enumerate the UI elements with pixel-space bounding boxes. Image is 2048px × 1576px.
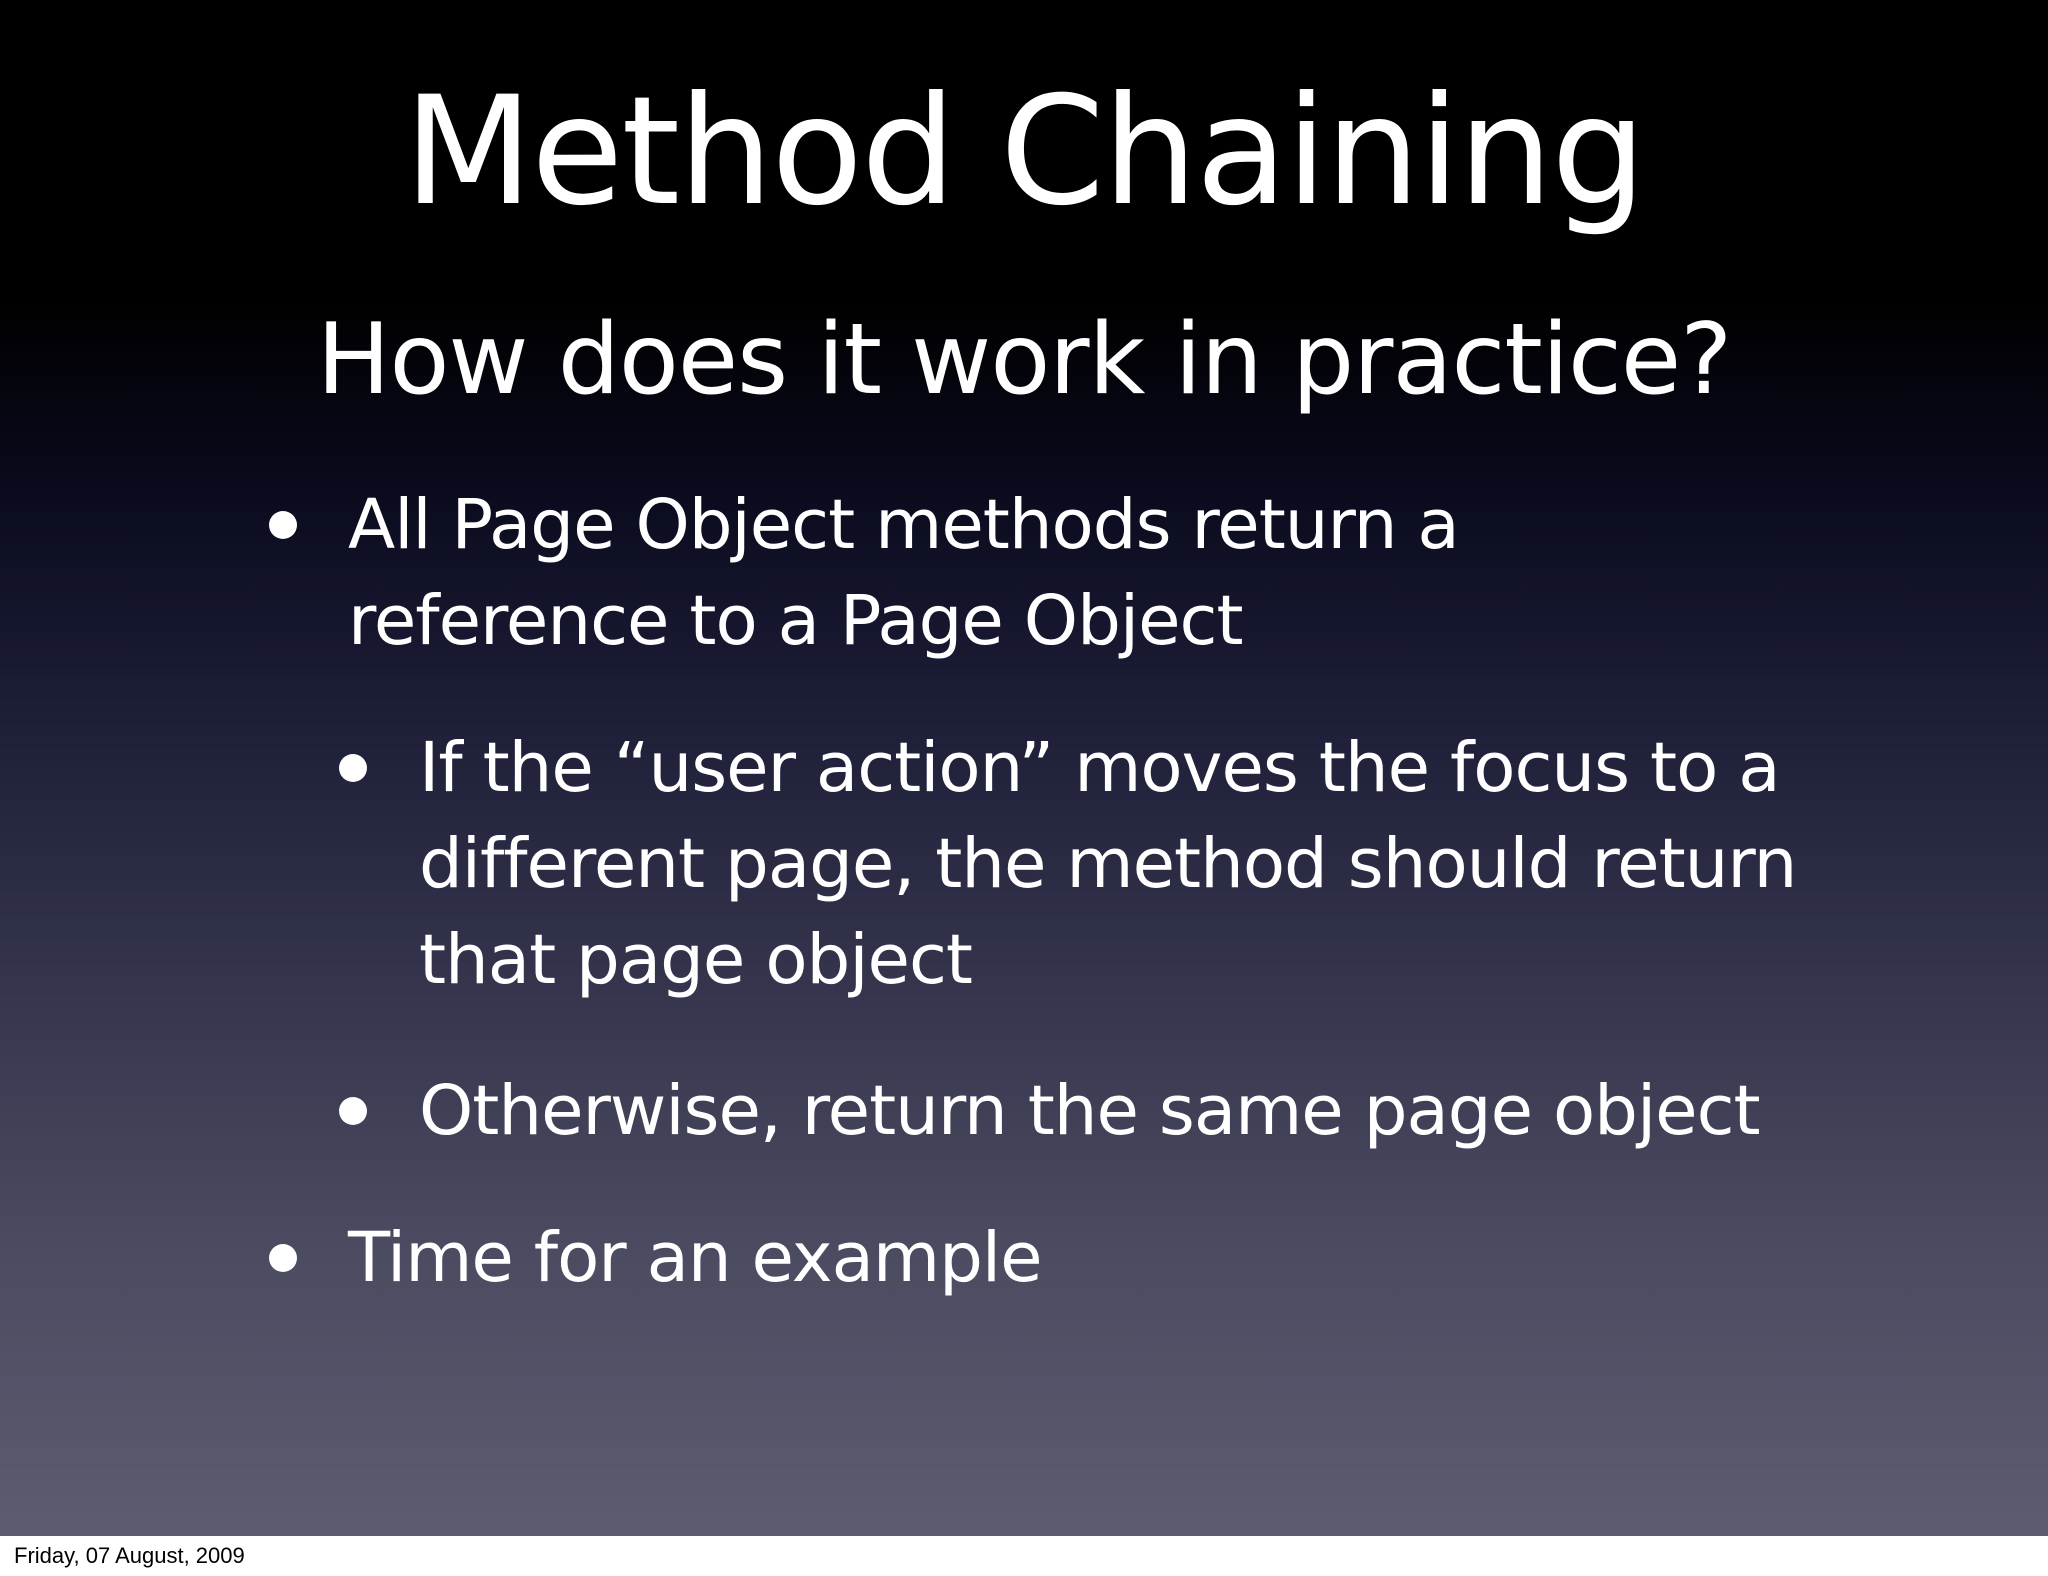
- footer-date: Friday, 07 August, 2009: [14, 1543, 245, 1568]
- bullet-dot-icon: [269, 511, 297, 539]
- bullet-text-line: If the “user action” moves the focus to a: [419, 728, 1780, 808]
- sub-bullet-item: [419, 720, 1796, 1008]
- slide-title: Method Chaining: [403, 65, 1645, 239]
- bullet-text-line: Otherwise, return the same page object: [419, 1071, 1760, 1151]
- sub-bullet-item: [419, 1063, 1760, 1159]
- bullet-item: [348, 1210, 1042, 1306]
- bullet-text-line: different page, the method should return: [419, 824, 1797, 904]
- bullet-dot-icon: [339, 1097, 367, 1125]
- bullet-item: [348, 477, 1459, 669]
- bullet-text-line: Time for an example: [348, 1218, 1042, 1298]
- bullet-text-line: All Page Object methods return a: [348, 485, 1459, 565]
- slide-subtitle: How does it work in practice?: [316, 303, 1732, 417]
- bullet-dot-icon: [269, 1244, 297, 1272]
- bullet-dot-icon: [339, 754, 367, 782]
- bullet-text-line: that page object: [419, 920, 972, 1000]
- bullet-text-line: reference to a Page Object: [348, 581, 1243, 661]
